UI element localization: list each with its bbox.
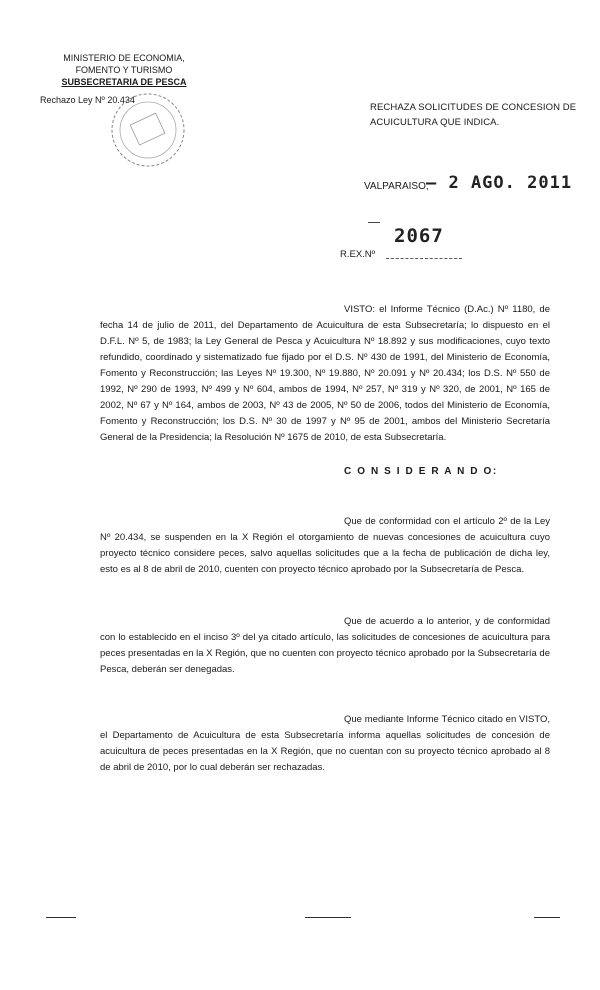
rex-number-line [386, 258, 462, 259]
subsecretaria-name: SUBSECRETARIA DE PESCA [61, 77, 187, 87]
footer-rule [305, 917, 351, 918]
resolution-date: – 2 AGO. 2011 [426, 173, 573, 193]
office-stamp [108, 90, 188, 170]
rex-label: R.EX.Nº [340, 249, 376, 260]
footer-rule [534, 917, 560, 918]
number-mark [368, 222, 380, 223]
reference-line: Rechazo Ley Nº 20.434 [40, 95, 135, 105]
considerando-paragraph-3: Que mediante Informe Técnico citado en VISTO, el Departamento de Acuicultura de esta Subsecretaría informa aquellas solicitudes de concesión de acuicultura de peces presentadas en la X Región, que no cuentan con su proyecto técnico aprobado al 8 de abril de 2010, por lo cual deberán ser rechazadas. [100, 714, 550, 773]
visto-paragraph: VISTO: el Informe Técnico (D.Ac.) Nº 1180, de fecha 14 de julio de 2011, del Departamento de Acuicultura de esta Subsecretaría; lo dispuesto en el D.F.L. Nº 5, de 1983; la Ley General de Pesca y Acuicultura Nº 18.892 y sus modificaciones, cuyo texto refundido, coordinado y sistematizado fue fijado por el D.S. Nº 430 de 1991, del Ministerio de Economía, Fomento y Reconstrucción; las Leyes Nº 19.300, Nº 19.880, Nº 20.091 y Nº 20.434; los D.S. Nº 550 de 1992, Nº 290 de 1993, Nº 499 y Nº 604, ambos de 1994, Nº 257, Nº 319 y Nº 320, de 2001, Nº 165 de 2002, Nº 67 y Nº 164, ambos de 2003, Nº 43 de 2005, Nº 50 de 2006, todos del Ministerio de Economía, Fomento y Reconstrucción; los D.S. Nº 30 de 1997 y Nº 95 de 2001, ambos del Ministerio Secretaría General de la Presidencia; la Resolución Nº 1675 de 2010, de esta Subsecretaría. [100, 304, 550, 443]
considerando-paragraph-2: Que de acuerdo a lo anterior, y de conformidad con lo establecido en el inciso 3º del ya citado artículo, las solicitudes de concesiones de acuicultura para peces presentadas en la X Región, que no cuenten con proyecto técnico aprobado por la Subsecretaría de Pesca, deberán ser denegadas. [100, 616, 550, 675]
place-label: VALPARAISO, [364, 181, 429, 192]
ministry-area: FOMENTO Y TURISMO [75, 65, 173, 75]
resolution-subject: RECHAZA SOLICITUDES DE CONCESION DE ACUICULTURA QUE INDICA. [370, 102, 577, 128]
ministry-name: MINISTERIO DE ECONOMIA, [63, 53, 185, 63]
considerando-paragraph-1: Que de conformidad con el artículo 2º de la Ley Nº 20.434, se suspenden en la X Región el otorgamiento de nuevas concesiones de acuicultura cuyo proyecto técnico considere peces, salvo aquellas solicitudes que a la fecha de publicación de dicha ley, esto es al 8 de abril de 2010, cuenten con proyecto técnico aprobado por la Subsecretaría de Pesca. [100, 516, 550, 575]
resolution-number: 2067 [394, 225, 444, 247]
ministry-header [44, 52, 204, 88]
considerando-heading: C O N S I D E R A N D O: [344, 466, 498, 477]
footer-rule [46, 917, 76, 918]
